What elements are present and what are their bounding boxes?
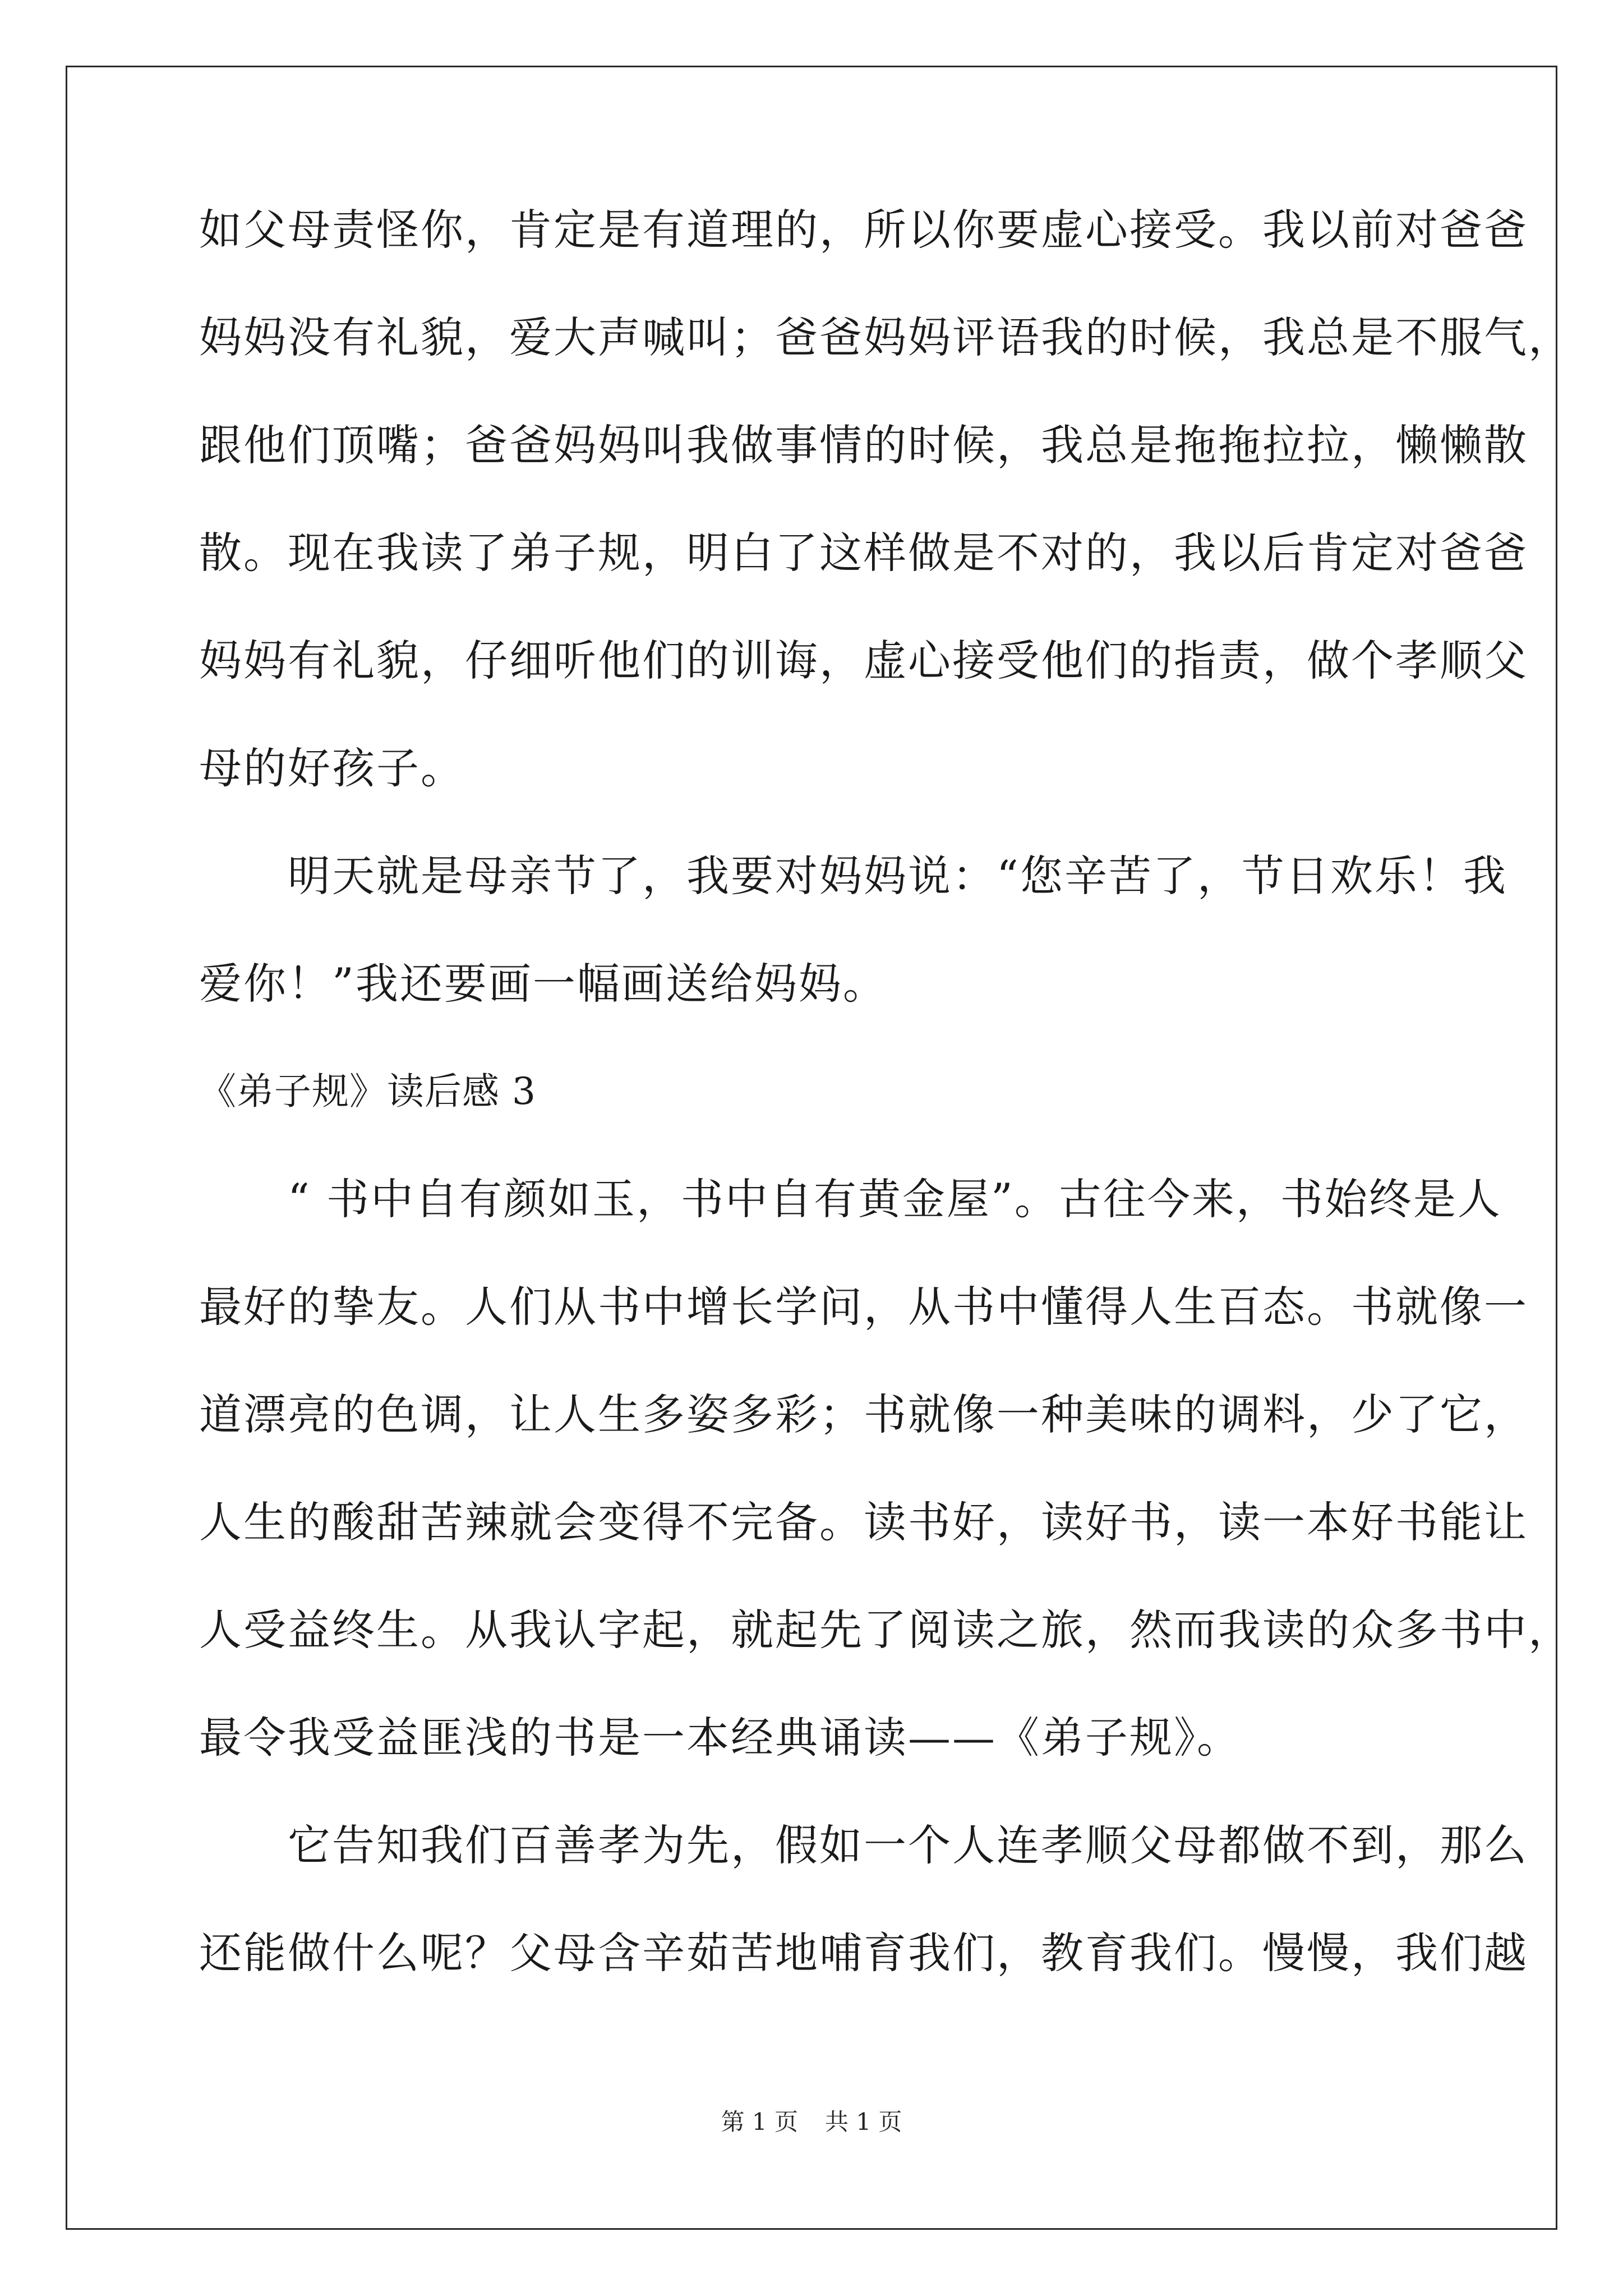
page-number: 第 1 页 xyxy=(721,2108,798,2136)
paragraph-line: 妈妈没有礼貌，爱大声喊叫；爸爸妈妈评语我的时候，我总是不服气， xyxy=(199,312,1573,362)
paragraph-line: 它告知我们百善孝为先，假如一个人连孝顺父母都做不到，那么 xyxy=(199,1820,1528,1870)
section-heading: 《弟子规》读后感 3 xyxy=(199,1070,536,1113)
paragraph-line: “ 书中自有颜如玉，书中自有黄金屋”。古往今来，书始终是人 xyxy=(199,1174,1502,1224)
paragraph-line: 妈妈有礼貌，仔细听他们的训诲，虚心接受他们的指责，做个孝顺父 xyxy=(199,636,1528,685)
paragraph-line: 最好的挚友。人们从书中增长学问，从书中懂得人生百态。书就像一 xyxy=(199,1282,1528,1332)
paragraph-line: 最令我受益匪浅的书是一本经典诵读——《弟子规》。 xyxy=(199,1713,1241,1763)
page-footer xyxy=(0,2105,1623,2139)
paragraph-line: 跟他们顶嘴；爸爸妈妈叫我做事情的时候，我总是拖拖拉拉，懒懒散 xyxy=(199,420,1528,470)
page-total: 共 1 页 xyxy=(825,2108,902,2136)
paragraph-line: 道漂亮的色调，让人生多姿多彩；书就像一种美味的调料，少了它， xyxy=(199,1389,1528,1439)
paragraph-line: 爱你！”我还要画一幅画送给妈妈。 xyxy=(199,959,887,1009)
paragraph-line: 散。现在我读了弟子规，明白了这样做是不对的，我以后肯定对爸爸 xyxy=(199,528,1528,578)
paragraph-line: 如父母责怪你，肯定是有道理的，所以你要虚心接受。我以前对爸爸 xyxy=(199,205,1528,255)
paragraph-line: 人受益终生。从我认字起，就起先了阅读之旅，然而我读的众多书中， xyxy=(199,1605,1573,1655)
paragraph-line: 明天就是母亲节了，我要对妈妈说：“您辛苦了，节日欢乐！我 xyxy=(199,851,1507,901)
page-border xyxy=(66,66,1557,2230)
paragraph-line: 人生的酸甜苦辣就会变得不完备。读书好，读好书，读一本好书能让 xyxy=(199,1497,1528,1547)
paragraph-line: 母的好孩子。 xyxy=(199,743,465,793)
paragraph-line: 还能做什么呢？父母含辛茹苦地哺育我们，教育我们。慢慢，我们越 xyxy=(199,1928,1528,1978)
